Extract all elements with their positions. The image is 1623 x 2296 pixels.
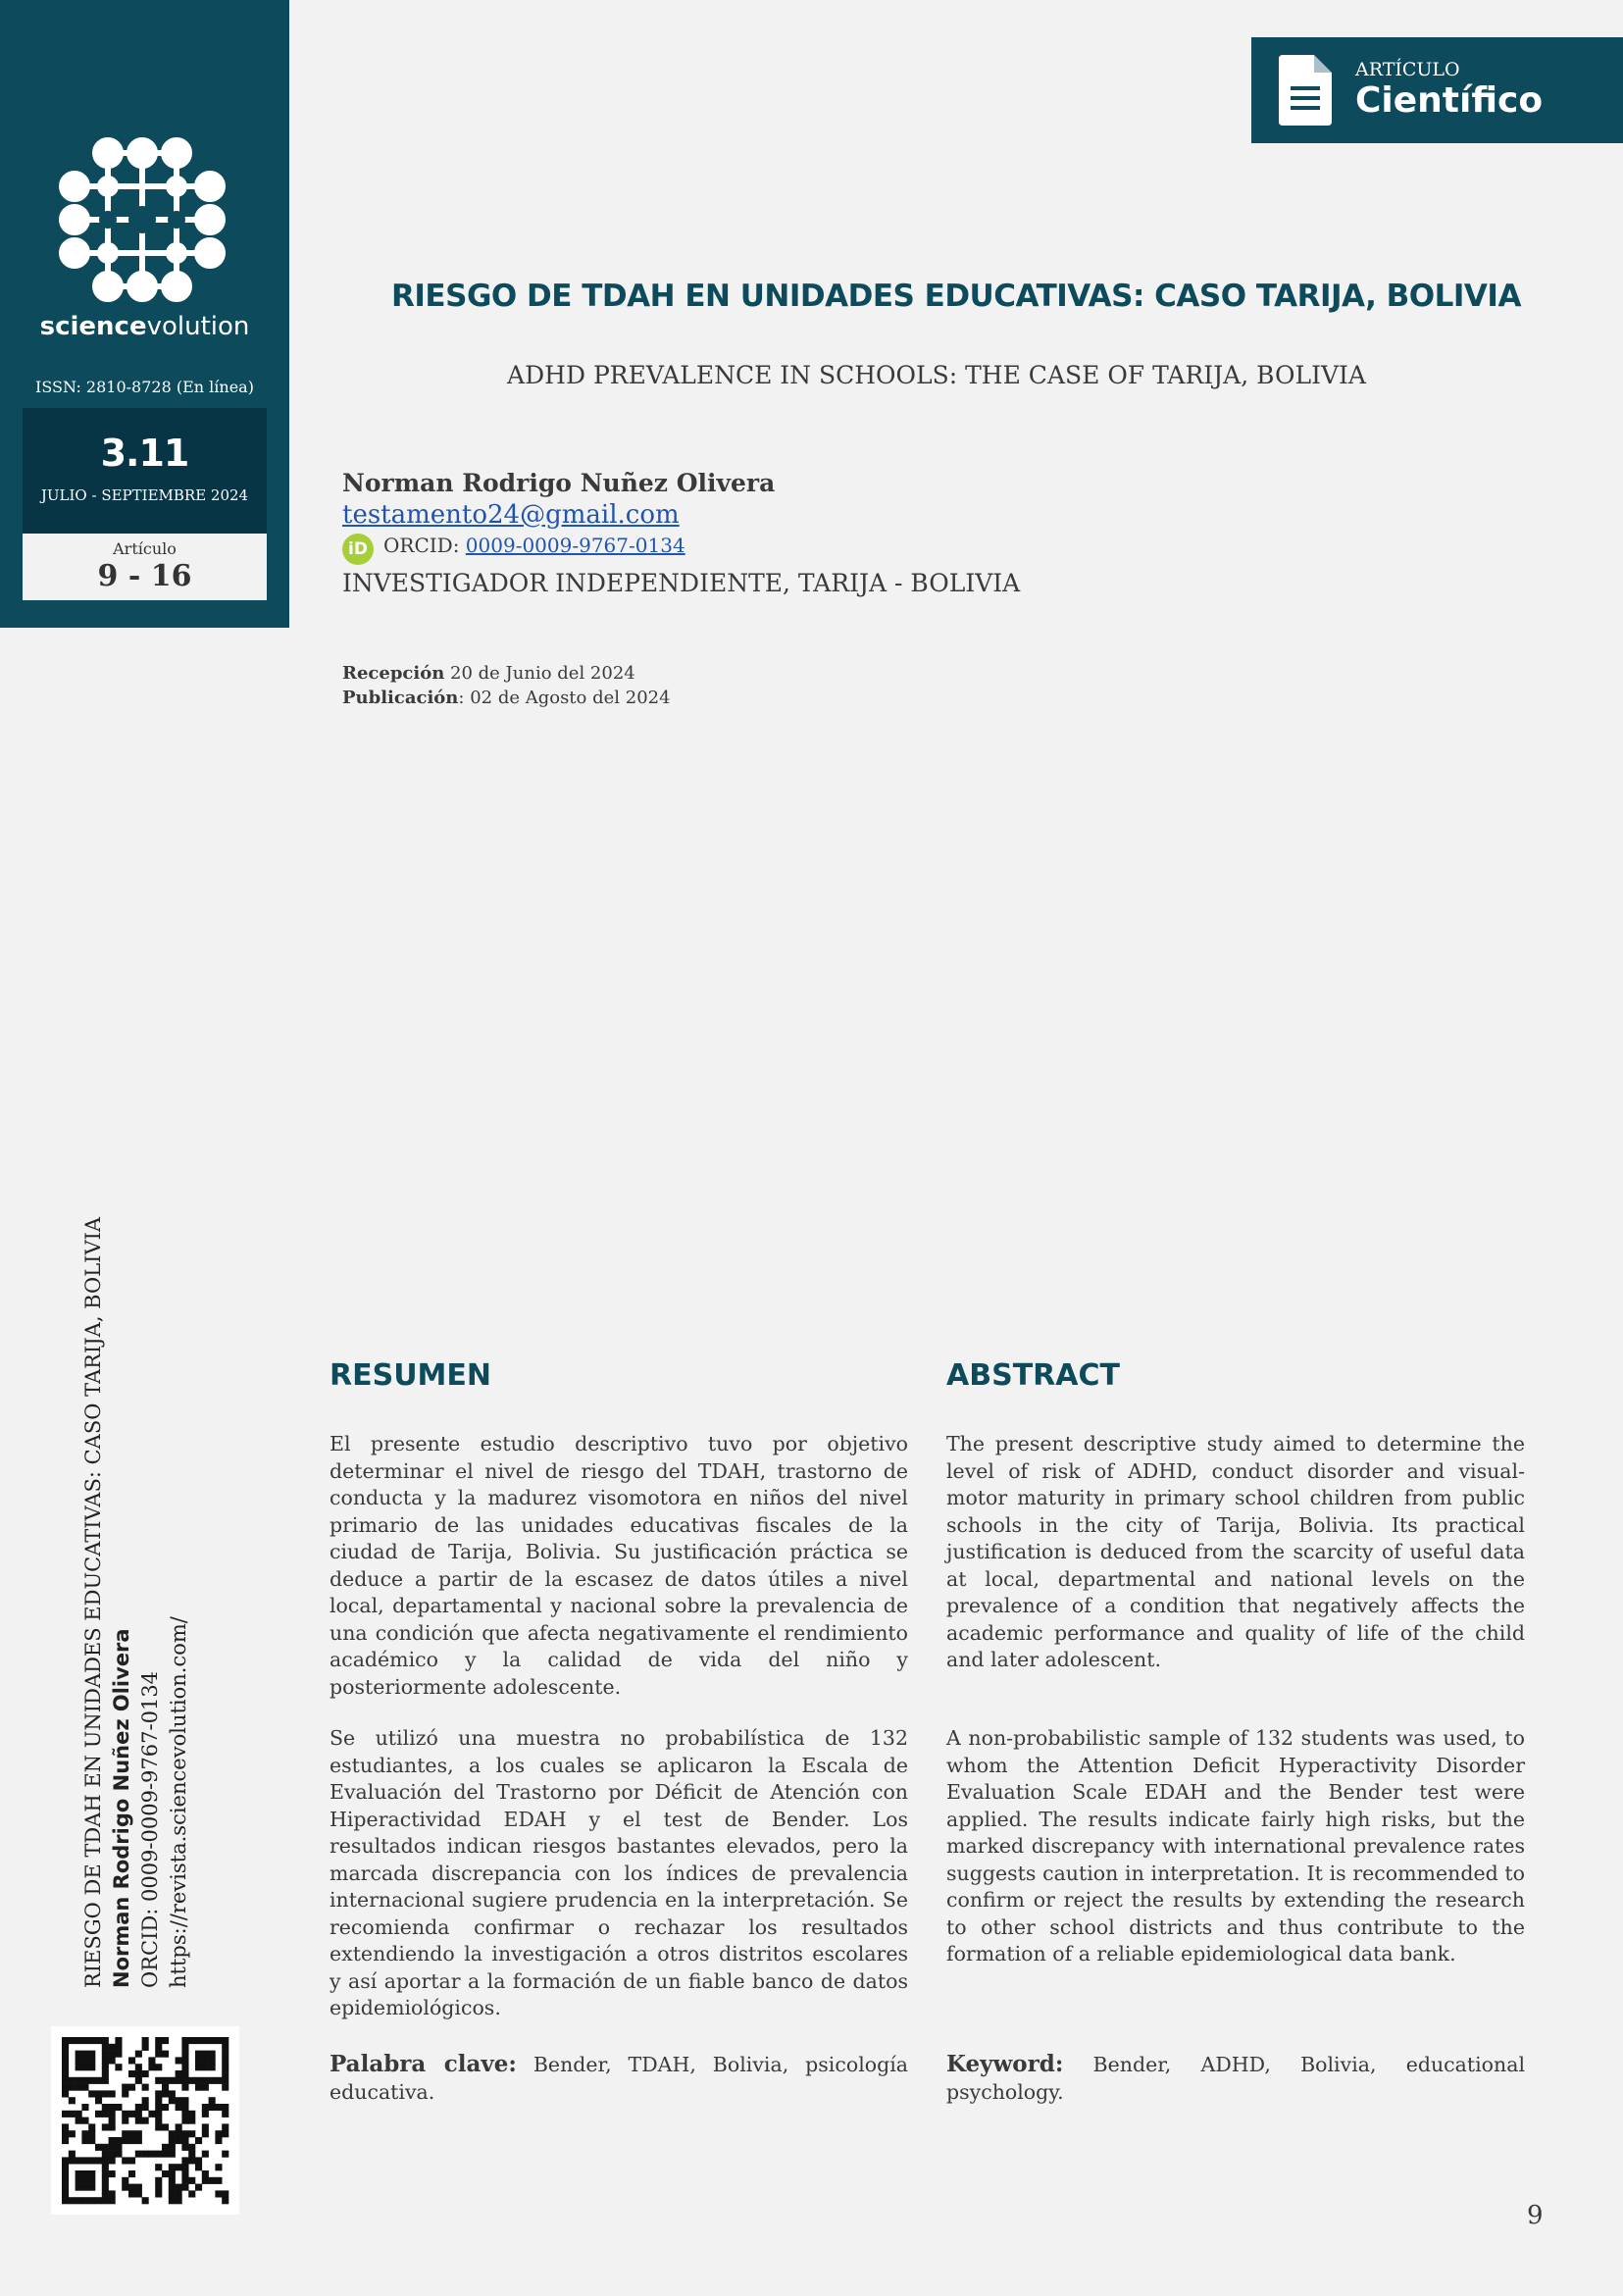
abstract-paragraph-1: The present descriptive study aimed to determine the level of risk of ADHD, conduct disorder and visual-motor maturity in primary school children from public schools in the city of Tarija, Bolivia. Its practical justification is deduced from the scarcity of useful data at local, departmental and national levels on the prevalence of a condition that negatively affects the academic performance and quality of life of the child and later adolescent. — [946, 1432, 1525, 1671]
orcid-link[interactable]: 0009-0009-9767-0134 — [465, 534, 685, 557]
orcid-row — [342, 534, 685, 565]
resumen-paragraph-1: El presente estudio descriptivo tuvo por objetivo determinar el nivel de riesgo del TDAH, trastorno de conducta y la madurez visomotora en niños del nivel primario de las unidades educativas fiscales de la ciudad de Tarija, Bolivia. Su justificación práctica se deduce a partir de la escasez de datos útiles a nivel local, departamental y nacional sobre la prevalencia de una condición que afecta negativamente el rendimiento académico y la calidad de vida del niño y posteriormente adolescente. — [330, 1432, 908, 1699]
sciencevolution-logo-icon — [59, 135, 226, 302]
orcid-icon: iD — [342, 534, 374, 565]
document-icon — [1279, 55, 1332, 126]
vertical-author: Norman Rodrigo Nuñez Olivera — [110, 1628, 133, 1988]
issn: ISSN: 2810-8728 (En línea) — [35, 378, 254, 396]
resumen-keywords-label: Palabra clave: — [330, 2051, 517, 2077]
article-pages: 9 - 16 — [97, 559, 192, 593]
resumen-section — [330, 1358, 908, 2104]
publication-label: Publicación — [342, 688, 459, 708]
publication-date: : 02 de Agosto del 2024 — [458, 688, 671, 708]
abstract-keywords-label: Keyword: — [946, 2051, 1064, 2077]
author-email-link[interactable]: testamento24@gmail.com — [342, 500, 680, 530]
page-number: 9 — [1527, 2201, 1544, 2230]
vertical-orcid: ORCID: 0009-0009-9767-0134 — [138, 1670, 162, 1988]
resumen-keywords-text: Bender, TDAH, Bolivia, psicología educativa. — [330, 2053, 908, 2104]
badge-label-big: Científico — [1355, 80, 1544, 121]
resumen-keywords — [330, 2051, 908, 2106]
orcid-label: ORCID: — [383, 534, 466, 557]
reception-date: 20 de Junio del 2024 — [444, 663, 635, 684]
article-label: Artículo — [113, 539, 177, 558]
abstract-keywords — [946, 2051, 1525, 2106]
badge-label-small: ARTÍCULO — [1355, 59, 1460, 80]
abstract-keywords-text: Bender, ADHD, Bolivia, educational psychology. — [946, 2053, 1525, 2104]
qr-code-icon — [51, 2026, 239, 2215]
resumen-paragraph-2: Se utilizó una muestra no probabilística de 132 estudiantes, a los cuales se aplicaron la Escala de Evaluación del Trastorno por Déficit de Atención con Hiperactividad EDAH y el test de Bender. Los resultados indican riesgos bastantes elevados, pero la marcada discrepancia con los índices de prevalencia internacional sugiere prudencia en la interpretación. Se recomienda confirmar o rechazar los resultados extendiendo la investigación a otros distritos escolares y así aportar a la formación de un fiable banco de datos epidemiológicos. — [330, 1726, 908, 2019]
article-dates — [342, 661, 671, 710]
abstract-heading: ABSTRACT — [946, 1358, 1120, 1393]
resumen-heading: RESUMEN — [330, 1358, 492, 1393]
volume-box — [23, 408, 267, 534]
brand-name: sciencevolution — [39, 312, 250, 341]
author-affiliation: INVESTIGADOR INDEPENDIENTE, TARIJA - BOLIVIA — [342, 569, 1021, 597]
vertical-running-info — [79, 1216, 207, 1988]
author-name: Norman Rodrigo Nuñez Olivera — [342, 469, 776, 497]
journal-sidebar — [0, 0, 289, 628]
volume-period: JULIO - SEPTIEMBRE 2024 — [40, 486, 249, 504]
article-pages-box — [23, 534, 267, 600]
reception-label: Recepción — [342, 663, 445, 684]
article-title: RIESGO DE TDAH EN UNIDADES EDUCATIVAS: CASO TARIJA, BOLIVIA — [391, 279, 1521, 314]
article-subtitle: ADHD PREVALENCE IN SCHOOLS: THE CASE OF TARIJA, BOLIVIA — [507, 361, 1366, 389]
qr-code[interactable] — [51, 2026, 239, 2215]
volume-number: 3.11 — [100, 432, 189, 475]
abstract-section — [946, 1358, 1525, 2104]
abstract-paragraph-2: A non-probabilistic sample of 132 students was used, to whom the Attention Deficit Hyperactivity Disorder Evaluation Scale EDAH and the Bender test were applied. The results indicate fairly high risks, but the marked discrepancy with international prevalence rates suggests caution in interpretation. It is recommended to confirm or reject the results by extending the research to other school districts and thus contribute to the formation of a reliable epidemiological data bank. — [946, 1726, 1525, 1965]
vertical-title: RIESGO DE TDAH EN UNIDADES EDUCATIVAS: CASO TARIJA, BOLIVIA — [81, 1216, 105, 1988]
article-type-badge — [1251, 37, 1623, 143]
vertical-url[interactable]: https://revista.sciencevolution.com/ — [167, 1616, 190, 1988]
